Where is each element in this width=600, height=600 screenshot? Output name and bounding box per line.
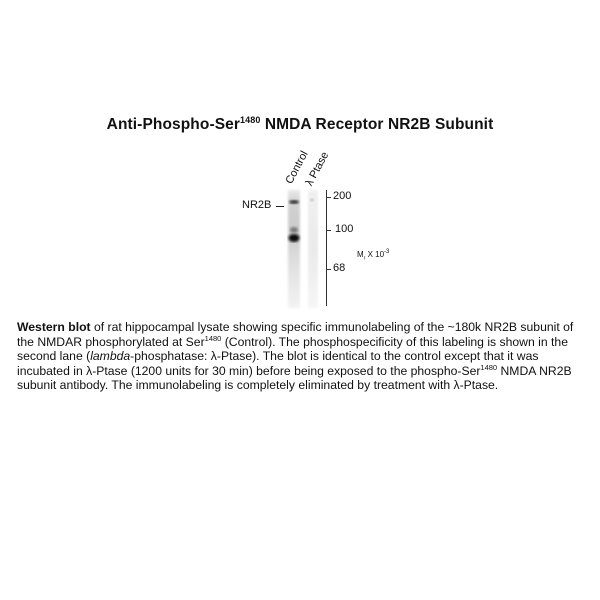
title-superscript: 1480 — [240, 115, 261, 125]
figure-caption: Western blot of rat hippocampal lysate showing specific immunolabeling of the ~180k NR2B subunit of the NMDAR phosphorylated at Ser$^{1480}$ (Control). The phosphospecificity of this labeling is shown in the second lane (lambda-phosphatase: λ-Ptase). The blot is identical to the control except that it was incubated in λ-Ptase (1200 units for 30 min) before being exposed to the phospho-Ser$^{1480}$ NMDA NR2B subunit antibody. The immunolabeling is completely eliminated by treatment with λ-Ptase. — [17, 320, 574, 393]
marker-200: 200 — [333, 190, 352, 202]
blot-lane-control — [288, 190, 300, 308]
mw-axis — [326, 190, 327, 306]
band-label-nr2b: NR2B — [242, 199, 272, 211]
mr-label: $M_r$ X $10^{-3}$ — [357, 249, 390, 262]
blot-image — [280, 186, 328, 314]
mw-tick-68 — [326, 269, 331, 270]
marker-100: 100 — [335, 223, 354, 235]
band-dash — [276, 206, 284, 207]
marker-68: 68 — [333, 262, 346, 274]
lane-label-control: Control — [283, 149, 311, 186]
lower-band — [289, 234, 300, 242]
title-prefix: Anti-Phospho-Ser — [106, 116, 240, 133]
caption-lead: Western blot — [17, 320, 91, 334]
lane-label-ptase: λ Ptase — [303, 149, 332, 188]
mw-tick-200 — [326, 197, 331, 198]
title-suffix: NMDA Receptor NR2B Subunit — [260, 116, 494, 133]
blot-lane-ptase — [308, 190, 318, 308]
nr2b-band — [289, 200, 299, 204]
mw-tick-100 — [326, 230, 331, 231]
